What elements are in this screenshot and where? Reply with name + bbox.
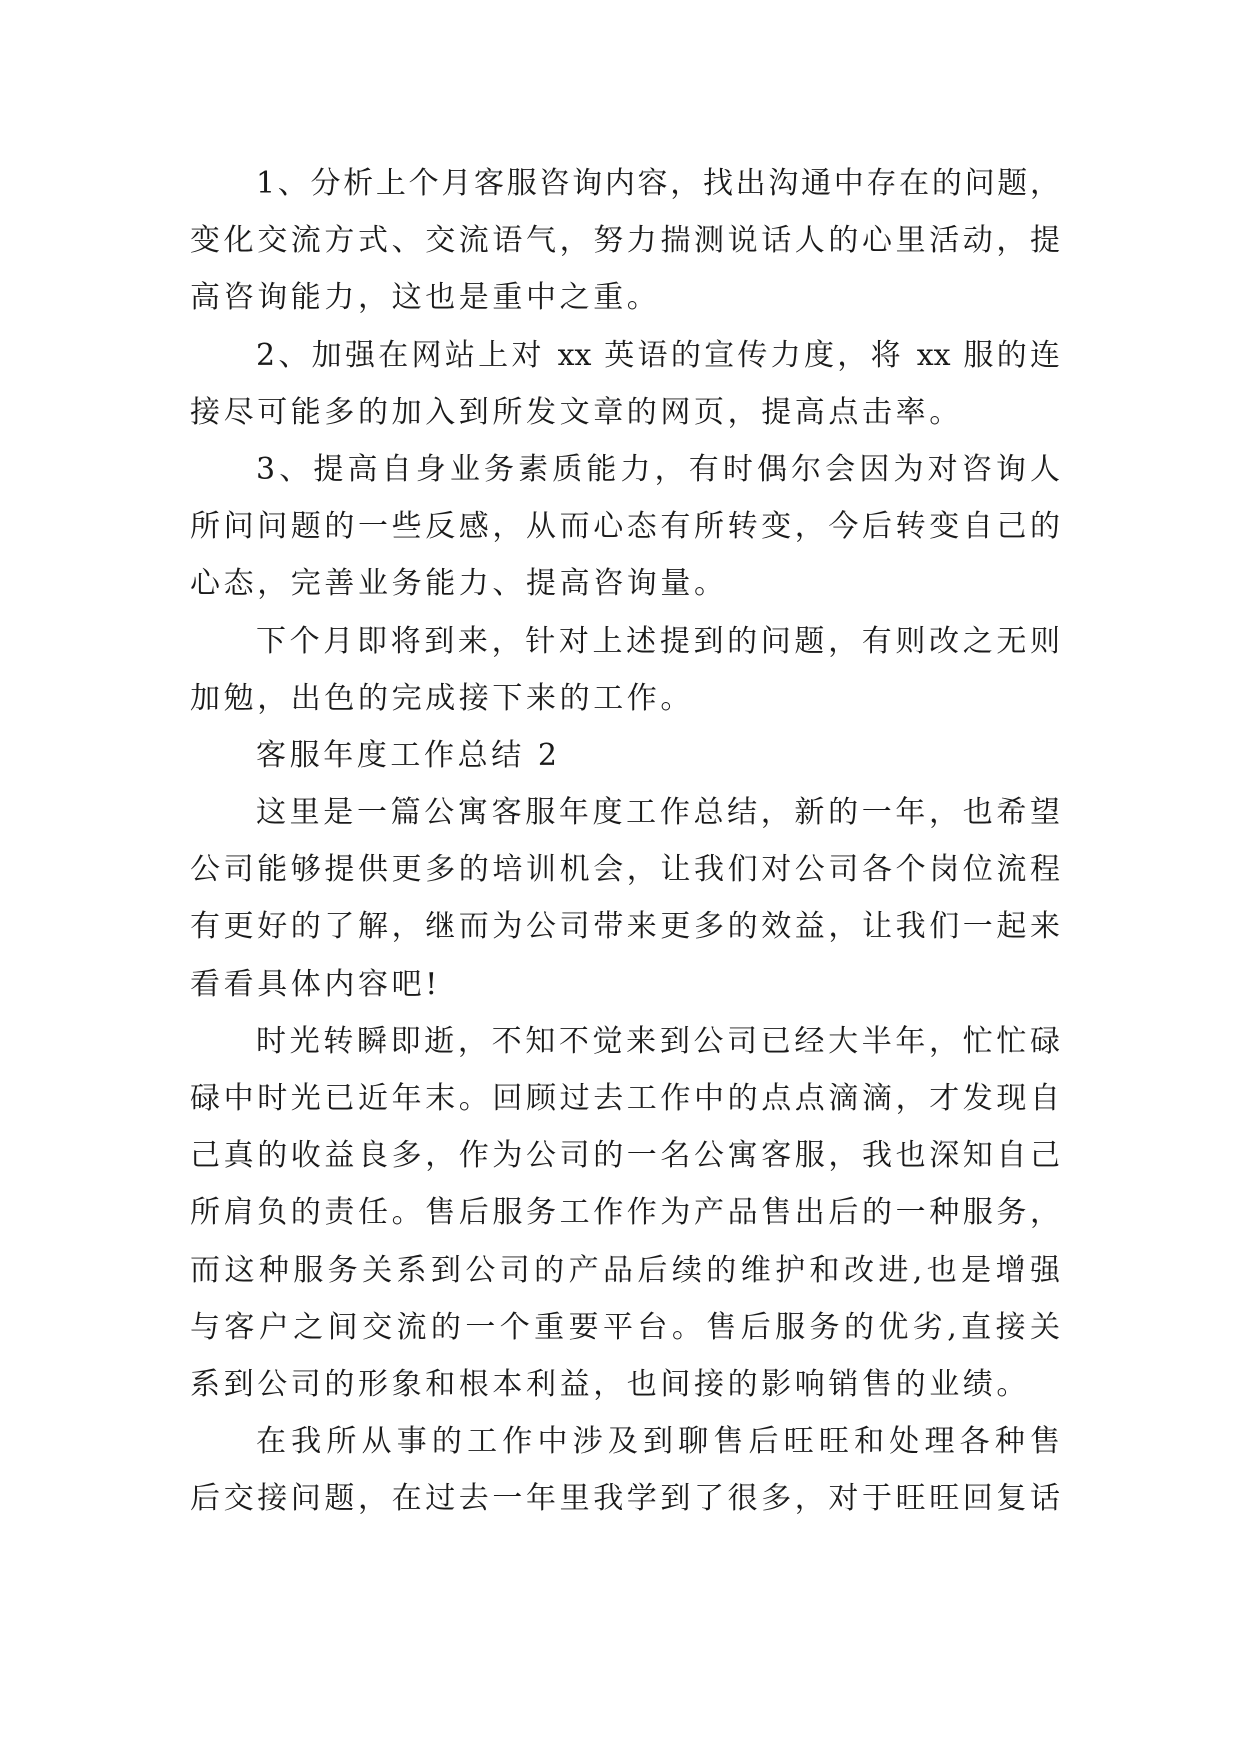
text-line: 后交接问题，在过去一年里我学到了很多，对于旺旺回复话 (190, 1481, 1060, 1517)
text-line: 时光转瞬即逝，不知不觉来到公司已经大半年，忙忙碌 (256, 1023, 1060, 1059)
text-line: 这里是一篇公寓客服年度工作总结，新的一年，也希望 (256, 795, 1060, 831)
text-line: 看看具体内容吧! (190, 966, 441, 1002)
text-line: 下个月即将到来，针对上述提到的问题，有则改之无则 (256, 623, 1060, 659)
text-line: 与客户之间交流的一个重要平台。售后服务的优劣,直接关 (190, 1309, 1060, 1345)
text-line: 心态，完善业务能力、提高咨询量。 (190, 566, 728, 602)
text-line: 变化交流方式、交流语气，努力揣测说话人的心里活动，提 (190, 223, 1060, 259)
text-line: 客服年度工作总结 2 (256, 737, 561, 773)
text-line: 2、加强在网站上对 xx 英语的宣传力度，将 xx 服的连 (256, 337, 1060, 373)
document-body (190, 155, 1060, 1528)
text-line: 1、分析上个月客服咨询内容，找出沟通中存在的问题， (256, 166, 1060, 201)
text-line: 接尽可能多的加入到所发文章的网页，提高点击率。 (190, 394, 963, 430)
text-line: 在我所从事的工作中涉及到聊售后旺旺和处理各种售 (256, 1424, 1060, 1460)
text-line: 所肩负的责任。售后服务工作作为产品售出后的一种服务， (190, 1195, 1060, 1231)
text-line: 己真的收益良多，作为公司的一名公寓客服，我也深知自己 (190, 1138, 1060, 1174)
text-line: 碌中时光已近年末。回顾过去工作中的点点滴滴，才发现自 (190, 1081, 1060, 1116)
text-line: 系到公司的形象和根本利益，也间接的影响销售的业绩。 (190, 1366, 1030, 1402)
text-line: 3、提高自身业务素质能力，有时偶尔会因为对咨询人 (256, 451, 1060, 487)
text-line: 所问问题的一些反感，从而心态有所转变，今后转变自己的 (190, 509, 1060, 545)
text-line: 加勉，出色的完成接下来的工作。 (190, 680, 694, 716)
text-line: 而这种服务关系到公司的产品后续的维护和改进,也是增强 (190, 1252, 1060, 1288)
text-line: 有更好的了解，继而为公司带来更多的效益，让我们一起来 (190, 909, 1060, 945)
text-line: 公司能够提供更多的培训机会，让我们对公司各个岗位流程 (190, 852, 1060, 888)
text-line: 高咨询能力，这也是重中之重。 (190, 280, 661, 316)
